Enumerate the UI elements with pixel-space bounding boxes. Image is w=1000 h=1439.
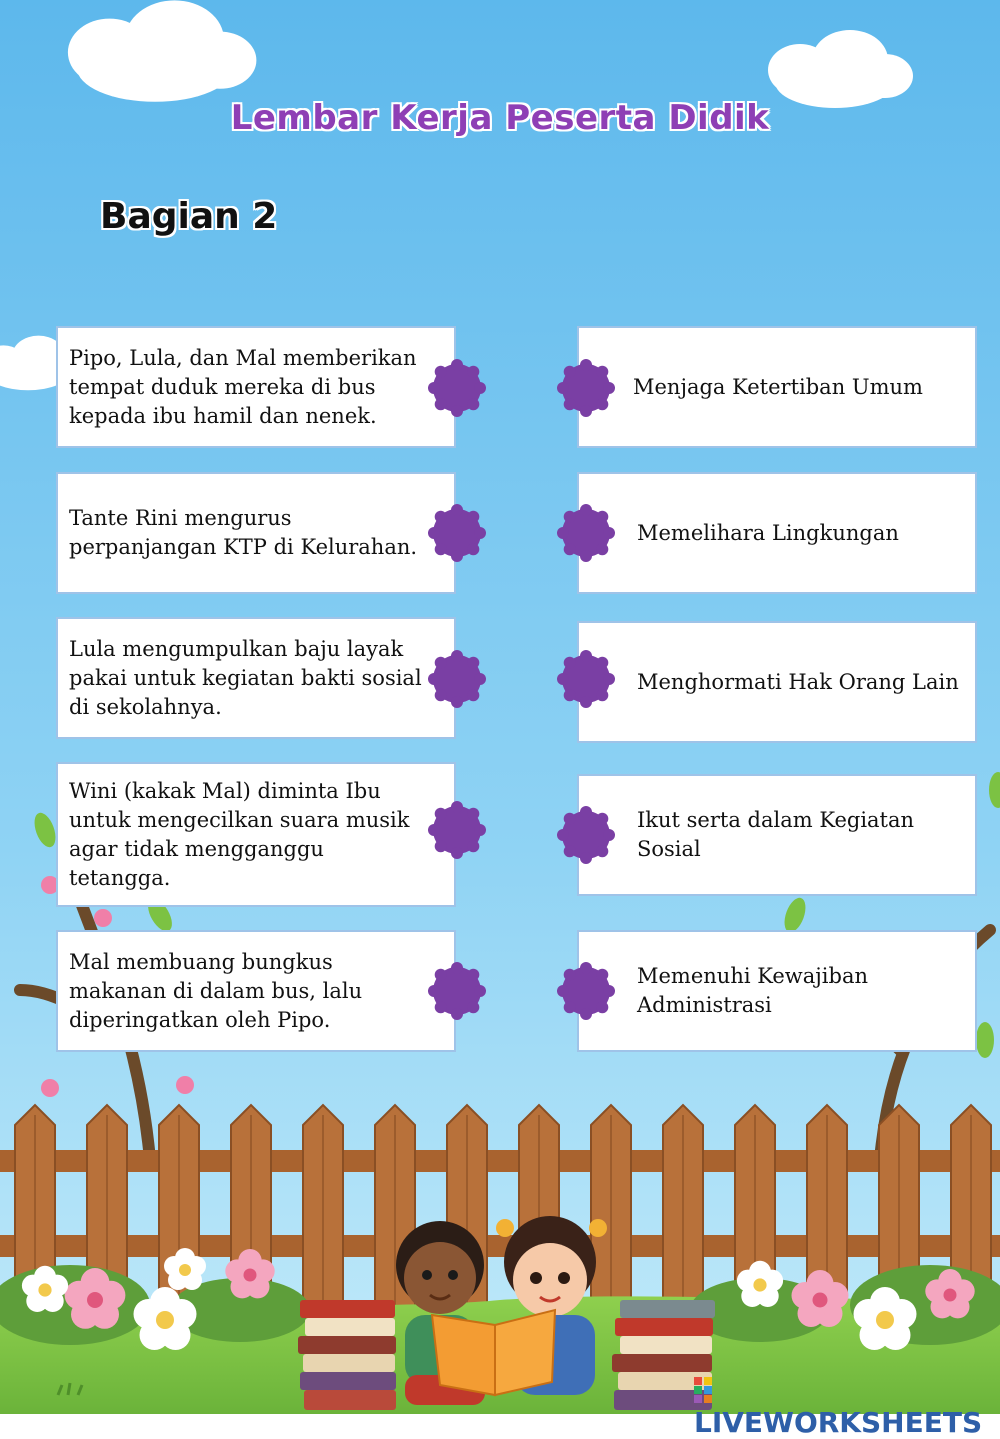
statement-card: [56, 472, 456, 594]
connector-dot-icon[interactable]: [428, 962, 486, 1020]
connector-dot-icon[interactable]: [557, 504, 615, 562]
category-card: [577, 472, 977, 594]
connector-dot-icon[interactable]: [428, 359, 486, 417]
connector-dot-icon[interactable]: [428, 504, 486, 562]
statement-card: [56, 617, 456, 739]
liveworksheets-mark-icon: [694, 1377, 712, 1403]
category-text: Menjaga Ketertiban Umum: [633, 374, 923, 399]
category-text: Memelihara Lingkungan: [637, 520, 899, 545]
category-card: [577, 326, 977, 448]
statement-text: Tante Rini mengurus perpanjangan KTP di Kelurahan.: [69, 506, 418, 559]
connector-dot-icon[interactable]: [557, 359, 615, 417]
page-title: Lembar Kerja Peserta Didik: [230, 98, 770, 138]
connector-dot-icon[interactable]: [557, 650, 615, 708]
connector-dot-icon[interactable]: [428, 650, 486, 708]
statement-text: Lula mengumpulkan baju layak pakai untuk kegiatan bakti sosial di sekolahnya.: [69, 636, 422, 719]
category-card: [577, 930, 977, 1052]
section-heading: Bagian 2: [100, 196, 278, 237]
category-card: [577, 774, 977, 896]
category-text: Memenuhi Kewajiban Administrasi: [637, 964, 868, 1017]
statement-text: Mal membuang bungkus makanan di dalam bus, lalu diperingatkan oleh Pipo.: [69, 949, 363, 1032]
statement-text: Pipo, Lula, dan Mal memberikan tempat duduk mereka di bus kepada ibu hamil dan nenek.: [69, 345, 417, 428]
liveworksheets-logo: [694, 1373, 1000, 1439]
category-text: Ikut serta dalam Kegiatan Sosial: [637, 808, 915, 861]
watermark-text: LIVEWORKSHEETS: [694, 1406, 983, 1439]
book-stack-icon: [298, 1300, 396, 1410]
connector-dot-icon[interactable]: [428, 801, 486, 859]
statement-text: Wini (kakak Mal) diminta Ibu untuk mengecilkan suara musik agar tidak mengganggu tetangga.: [69, 778, 410, 890]
statement-card: [56, 762, 456, 907]
statement-card: [56, 326, 456, 448]
category-card: [577, 621, 977, 743]
category-text: Menghormati Hak Orang Lain: [637, 669, 959, 694]
statement-card: [56, 930, 456, 1052]
connector-dot-icon[interactable]: [557, 806, 615, 864]
connector-dot-icon[interactable]: [557, 962, 615, 1020]
